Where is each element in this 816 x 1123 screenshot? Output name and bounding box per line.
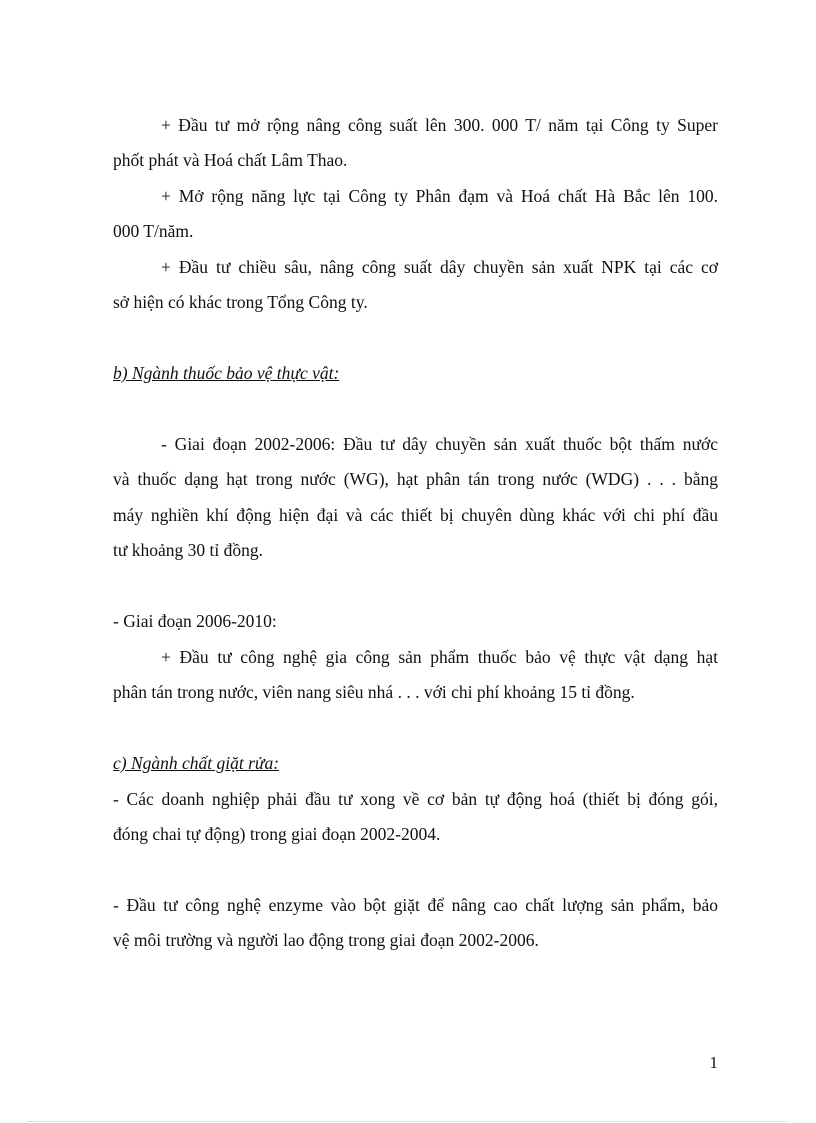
paragraph-line: - Giai đoạn 2006-2010: — [113, 611, 277, 631]
paragraph-line: - Giai đoạn 2002-2006: Đầu tư dây chuyền sản xuất thuốc bột thấm nước — [161, 434, 718, 454]
paragraph-line: + Đầu tư công nghệ gia công sản phẩm thuốc bảo vệ thực vật dạng hạt — [161, 647, 718, 667]
paragraph-line: + Đầu tư chiều sâu, nâng công suất dây chuyền sản xuất NPK tại các cơ — [161, 257, 718, 277]
paragraph-line: máy nghiền khí động hiện đại và các thiết bị chuyên dùng khác với chi phí đầu — [113, 505, 718, 525]
paragraph-line: sở hiện có khác trong Tổng Công ty. — [113, 292, 368, 312]
page-number: 1 — [709, 1053, 718, 1072]
paragraph-line: + Mở rộng năng lực tại Công ty Phân đạm và Hoá chất Hà Bắc lên 100. — [161, 186, 718, 206]
section-heading: c) Ngành chất giặt rửa: — [113, 753, 280, 773]
paragraph-line: - Đầu tư công nghệ enzyme vào bột giặt để nâng cao chất lượng sản phẩm, bảo — [113, 895, 718, 915]
paragraph-line: + Đầu tư mở rộng nâng công suất lên 300. 000 T/ năm tại Công ty Super — [161, 115, 718, 135]
paragraph-line: - Các doanh nghiệp phải đầu tư xong về cơ bản tự động hoá (thiết bị đóng gói, — [113, 789, 718, 809]
page-divider — [28, 1121, 788, 1122]
paragraph-line: 000 T/năm. — [113, 221, 194, 241]
paragraph-line: phốt phát và Hoá chất Lâm Thao. — [113, 150, 348, 170]
paragraph-line: và thuốc dạng hạt trong nước (WG), hạt phân tán trong nước (WDG) . . . bằng — [113, 469, 718, 489]
paragraph-line: vệ môi trường và người lao động trong giai đoạn 2002-2006. — [113, 930, 539, 950]
section-heading: b) Ngành thuốc bảo vệ thực vật: — [113, 363, 340, 383]
paragraph-line: đóng chai tự động) trong giai đoạn 2002-2004. — [113, 824, 441, 844]
paragraph-line: tư khoảng 30 tỉ đồng. — [113, 540, 263, 560]
paragraph-line: phân tán trong nước, viên nang siêu nhá . . . với chi phí khoảng 15 tỉ đồng. — [113, 682, 635, 702]
